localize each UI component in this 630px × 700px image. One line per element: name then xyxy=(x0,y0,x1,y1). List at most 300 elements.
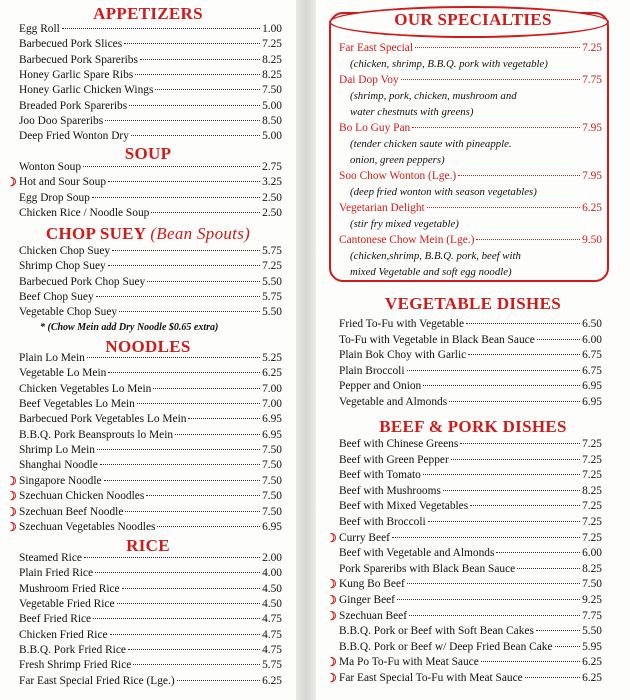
item-name: Szechuan Chicken Noodles xyxy=(19,490,145,503)
item-price: 6.75 xyxy=(582,364,602,377)
item-name: Szechuan Beef Noodle xyxy=(19,505,124,518)
beef-pork-title: BEEF & PORK DISHES xyxy=(379,417,567,436)
beef-pork-item xyxy=(339,562,602,578)
specialties-heading xyxy=(316,10,630,30)
item-name: Egg Drop Soup xyxy=(19,191,90,204)
rice-item xyxy=(19,582,282,598)
specialty-description: (chicken,shrimp, B.B.Q. pork, beef with xyxy=(350,250,521,262)
rice-item xyxy=(19,612,282,628)
item-price: 3.25 xyxy=(262,176,282,189)
dot-leader xyxy=(537,338,580,340)
item-name: B.B.Q. Pork Fried Rice xyxy=(19,644,126,657)
item-price: 4.75 xyxy=(262,644,282,657)
item-name: Bo Lo Guy Pan xyxy=(339,122,411,134)
specialty-item xyxy=(339,233,602,249)
item-price: 8.25 xyxy=(582,484,602,497)
item-name: Barbecued Pork Slices xyxy=(19,38,123,51)
item-name: B.B.Q. Pork Beansprouts lo Mein xyxy=(19,428,174,441)
item-name: Hot and Sour Soup xyxy=(19,176,107,189)
item-price: 5.75 xyxy=(262,245,282,257)
item-price: 2.00 xyxy=(262,552,282,564)
item-price: 7.50 xyxy=(262,474,282,487)
item-price: 7.00 xyxy=(262,398,282,411)
appetizers-item xyxy=(19,68,282,84)
vegetable-item xyxy=(339,348,602,364)
item-name: Beef Vegetables Lo Mein xyxy=(19,398,135,411)
item-price: 7.50 xyxy=(262,444,282,457)
dot-leader xyxy=(140,58,260,60)
dot-leader xyxy=(412,126,580,128)
dot-leader xyxy=(135,73,260,75)
item-price: 6.50 xyxy=(582,318,602,330)
item-price: 6.25 xyxy=(582,656,602,669)
appetizers-item xyxy=(19,114,282,130)
spicy-icon: ☽ xyxy=(326,671,337,685)
specialty-description: water chestnuts with greens) xyxy=(350,106,474,118)
dot-leader xyxy=(525,676,580,678)
appetizers-item xyxy=(19,37,282,53)
item-price: 6.00 xyxy=(582,333,602,346)
beef-pork-item xyxy=(339,593,602,609)
beef-pork-item xyxy=(339,609,602,625)
dot-leader xyxy=(108,180,260,182)
spicy-icon: ☽ xyxy=(326,530,337,545)
beef-pork-item xyxy=(339,499,602,515)
dot-leader xyxy=(175,433,260,435)
item-price: 2.50 xyxy=(262,191,282,204)
item-price: 8.25 xyxy=(262,69,282,82)
appetizers-heading xyxy=(0,4,296,24)
item-price: 4.75 xyxy=(262,628,282,641)
dot-leader xyxy=(155,88,260,90)
dot-leader xyxy=(458,174,580,176)
spicy-icon: ☽ xyxy=(6,175,17,190)
dot-leader xyxy=(147,280,260,282)
item-name: Steamed Rice xyxy=(19,552,82,564)
dot-leader xyxy=(83,165,260,167)
dot-leader xyxy=(451,458,580,460)
item-price: 6.95 xyxy=(262,413,282,426)
beef-pork-item xyxy=(339,655,602,671)
item-price: 7.25 xyxy=(582,516,602,528)
noodles-item xyxy=(19,412,282,428)
item-name: Plain Fried Rice xyxy=(19,567,94,580)
item-name: Barbecued Pork Chop Suey xyxy=(19,275,146,288)
dot-leader xyxy=(157,525,260,527)
vegetable-item xyxy=(339,379,602,395)
item-price: 7.50 xyxy=(262,505,282,518)
soup-item xyxy=(19,206,282,222)
item-name: B.B.Q. Pork or Beef with Soft Bean Cakes xyxy=(339,625,534,638)
soup-item xyxy=(19,160,282,176)
spicy-icon: ☽ xyxy=(6,504,17,519)
vegetable-item xyxy=(339,333,602,349)
dot-leader xyxy=(470,504,580,506)
item-price: 7.50 xyxy=(262,84,282,97)
beef-pork-item xyxy=(339,437,602,453)
item-name: Chicken Rice / Noodle Soup xyxy=(19,207,150,220)
left-column xyxy=(0,0,296,700)
dot-leader xyxy=(92,196,260,198)
item-price: 5.75 xyxy=(262,659,282,672)
beef-pork-item xyxy=(339,531,602,547)
specialty-item xyxy=(339,169,602,185)
item-name: Kung Bo Beef xyxy=(339,578,405,591)
dot-leader xyxy=(124,42,260,44)
dot-leader xyxy=(443,489,580,491)
specialty-item xyxy=(339,201,602,217)
item-name: Fresh Shrimp Fried Rice xyxy=(19,659,132,672)
rice-item xyxy=(19,597,282,613)
item-price: 6.25 xyxy=(582,202,602,214)
dot-leader xyxy=(427,206,580,208)
spicy-icon: ☽ xyxy=(6,519,17,534)
spicy-icon: ☽ xyxy=(326,577,337,592)
item-name: Beef with Green Pepper xyxy=(339,453,449,466)
dot-leader xyxy=(153,387,260,389)
appetizers-item xyxy=(19,22,282,38)
item-price: 5.75 xyxy=(262,291,282,304)
dot-leader xyxy=(93,617,260,619)
item-price: 6.95 xyxy=(262,520,282,533)
item-name: Curry Beef xyxy=(339,531,390,544)
item-price: 6.25 xyxy=(262,674,282,687)
item-price: 5.00 xyxy=(262,130,282,143)
item-price: 8.50 xyxy=(262,115,282,128)
spicy-icon: ☽ xyxy=(326,593,337,607)
item-name: Wonton Soup xyxy=(19,161,82,173)
dot-leader xyxy=(466,322,580,324)
chop-suey-title: CHOP SUEY xyxy=(45,224,146,243)
rice-item xyxy=(19,643,282,659)
item-name: Szechuan Beef xyxy=(339,609,407,622)
item-price: 7.25 xyxy=(582,453,602,466)
item-name: Ginger Beef xyxy=(339,594,395,606)
item-name: Chicken Vegetables Lo Mein xyxy=(19,382,152,395)
dot-leader xyxy=(104,479,260,481)
item-price: 7.25 xyxy=(582,42,602,54)
item-name: Barbecued Pork Vegetables Lo Mein xyxy=(19,413,187,426)
item-price: 7.25 xyxy=(262,260,282,273)
item-name: Beef with Broccoli xyxy=(339,516,426,528)
dot-leader xyxy=(449,400,580,402)
dot-leader xyxy=(84,556,260,558)
item-name: Beef with Mushrooms xyxy=(339,484,441,497)
item-price: 7.50 xyxy=(262,459,282,472)
item-name: Breaded Pork Spareribs xyxy=(19,99,128,112)
dot-leader xyxy=(177,679,260,681)
noodles-item xyxy=(19,351,282,367)
beef-pork-item xyxy=(339,671,602,687)
item-price: 8.25 xyxy=(262,53,282,66)
beef-pork-item xyxy=(339,546,602,562)
item-name: Barbecued Pork Spareribs xyxy=(19,53,138,66)
item-name: Soo Chow Wonton (Lge.) xyxy=(339,170,457,182)
dot-leader xyxy=(468,353,580,355)
dot-leader xyxy=(407,582,580,584)
beef-pork-heading xyxy=(316,417,630,437)
item-name: Deep Fried Wonton Dry xyxy=(19,130,129,143)
item-price: 6.75 xyxy=(582,349,602,362)
beef-pork-item xyxy=(339,577,602,593)
appetizers-item xyxy=(19,83,282,99)
rice-item xyxy=(19,674,282,690)
dot-leader xyxy=(151,211,260,213)
chop-suey-heading xyxy=(0,224,296,244)
dot-leader xyxy=(146,494,260,496)
specialties-title: OUR SPECIALTIES xyxy=(394,10,552,29)
item-price: 2.75 xyxy=(262,161,282,173)
dot-leader xyxy=(423,473,580,475)
dot-leader xyxy=(105,119,260,121)
item-price: 5.50 xyxy=(262,306,282,319)
item-price: 6.00 xyxy=(582,547,602,560)
rice-item xyxy=(19,658,282,674)
dot-leader xyxy=(97,448,260,450)
item-price: 7.50 xyxy=(582,578,602,591)
dot-leader xyxy=(496,551,580,553)
item-price: 5.95 xyxy=(582,640,602,653)
item-name: Chicken Chop Suey xyxy=(19,245,111,257)
dot-leader xyxy=(481,660,580,662)
item-price: 5.00 xyxy=(262,99,282,112)
rice-title: RICE xyxy=(126,536,170,555)
dot-leader xyxy=(125,510,260,512)
item-price: 8.25 xyxy=(582,562,602,575)
rice-item xyxy=(19,566,282,582)
item-name: Cantonese Chow Mein (Lge.) xyxy=(339,234,475,246)
dot-leader xyxy=(96,295,260,297)
item-name: Beef Chop Suey xyxy=(19,291,94,304)
specialty-description: mixed Vegetable and soft egg noodle) xyxy=(350,266,512,278)
item-price: 5.25 xyxy=(262,352,282,364)
spicy-icon: ☽ xyxy=(326,608,337,623)
specialty-description: (shrimp, pork, chicken, mushroom and xyxy=(350,90,517,102)
item-name: Vegetable Fried Rice xyxy=(19,598,115,611)
dot-leader xyxy=(95,571,260,573)
specialty-description: (stir fry mixed vegetable) xyxy=(350,218,459,230)
noodles-item xyxy=(19,489,282,505)
item-name: Pork Spareribs with Black Bean Sauce xyxy=(339,562,516,575)
item-name: Dai Dop Voy xyxy=(339,74,399,86)
noodles-item xyxy=(19,428,282,444)
item-price: 1.00 xyxy=(262,23,282,35)
beef-pork-item xyxy=(339,453,602,469)
appetizers-item xyxy=(19,129,282,145)
dot-leader xyxy=(415,46,580,48)
soup-item xyxy=(19,191,282,207)
vegetable-item xyxy=(339,364,602,380)
rice-item xyxy=(19,551,282,567)
dot-leader xyxy=(129,104,260,106)
item-price: 7.75 xyxy=(582,609,602,622)
soup-item xyxy=(19,175,282,191)
vegetable-item xyxy=(339,395,602,411)
right-column xyxy=(316,0,630,700)
item-name: Honey Garlic Spare Ribs xyxy=(19,69,134,82)
vegetable-heading xyxy=(316,294,630,314)
spicy-icon: ☽ xyxy=(6,489,17,504)
appetizers-item xyxy=(19,99,282,115)
item-name: Beef with Tomato xyxy=(339,469,421,482)
chop-suey-note: * (Chow Mein add Dry Noodle $0.65 extra) xyxy=(40,322,219,333)
item-price: 6.25 xyxy=(262,367,282,380)
item-name: B.B.Q. Pork or Beef w/ Deep Fried Bean Cake xyxy=(339,640,553,653)
item-name: To-Fu with Vegetable in Black Bean Sauce xyxy=(339,333,535,346)
item-name: Vegetable Chop Suey xyxy=(19,306,118,319)
noodles-item xyxy=(19,443,282,459)
beef-pork-item xyxy=(339,624,602,640)
dot-leader xyxy=(131,134,260,136)
dot-leader xyxy=(392,536,580,538)
beef-pork-item xyxy=(339,515,602,531)
item-name: Shrimp Lo Mein xyxy=(19,444,95,457)
appetizers-title: APPETIZERS xyxy=(93,4,203,23)
chop-suey-item xyxy=(19,305,282,321)
dot-leader xyxy=(112,249,260,251)
noodles-item xyxy=(19,520,282,536)
item-name: Honey Garlic Chicken Wings xyxy=(19,84,154,97)
item-price: 4.75 xyxy=(262,613,282,626)
dot-leader xyxy=(476,238,580,240)
specialty-description: onion, green peppers) xyxy=(350,154,445,166)
dot-leader xyxy=(108,371,260,373)
beef-pork-item xyxy=(339,640,602,656)
dot-leader xyxy=(137,402,260,404)
item-name: Shrimp Chop Suey xyxy=(19,260,106,273)
item-name: Vegetarian Delight xyxy=(339,202,425,214)
item-name: Far East Special To-Fu with Meat Sauce xyxy=(339,672,523,684)
specialty-item xyxy=(339,73,602,89)
item-name: Egg Roll xyxy=(19,23,60,35)
item-price: 5.50 xyxy=(262,275,282,288)
item-name: Fried To-Fu with Vegetable xyxy=(339,318,465,330)
chop-suey-item xyxy=(19,244,282,260)
item-price: 6.95 xyxy=(582,396,602,408)
dot-leader xyxy=(407,369,581,371)
chop-suey-subtitle: (Bean Spouts) xyxy=(150,224,251,243)
dot-leader xyxy=(62,27,260,29)
spicy-icon: ☽ xyxy=(326,655,337,670)
item-name: Vegetable and Almonds xyxy=(339,396,448,408)
specialty-description: (tender chicken saute with pineapple. xyxy=(350,138,512,150)
dot-leader xyxy=(555,645,581,647)
noodles-title: NOODLES xyxy=(105,337,191,356)
dot-leader xyxy=(536,629,580,631)
item-price: 6.95 xyxy=(582,380,602,393)
item-name: Plain Bok Choy with Garlic xyxy=(339,349,467,362)
dot-leader xyxy=(397,598,580,600)
dot-leader xyxy=(128,648,260,650)
item-price: 7.95 xyxy=(582,170,602,182)
dot-leader xyxy=(517,567,580,569)
item-price: 6.95 xyxy=(262,428,282,441)
dot-leader xyxy=(401,78,580,80)
beef-pork-item xyxy=(339,484,602,500)
noodles-item xyxy=(19,458,282,474)
dot-leader xyxy=(87,356,260,358)
chop-suey-item xyxy=(19,259,282,275)
item-price: 4.00 xyxy=(262,567,282,580)
item-price: 2.50 xyxy=(262,207,282,220)
item-price: 7.25 xyxy=(582,438,602,450)
dot-leader xyxy=(460,442,580,444)
dot-leader xyxy=(100,463,260,465)
item-name: Beef with Mixed Vegetables xyxy=(339,500,469,513)
dot-leader xyxy=(133,663,260,665)
noodles-item xyxy=(19,382,282,398)
vegetable-item xyxy=(339,317,602,333)
item-price: 9.25 xyxy=(582,594,602,606)
specialty-item xyxy=(339,41,602,57)
item-name: Plain Broccoli xyxy=(339,364,405,377)
item-price: 4.50 xyxy=(262,582,282,595)
item-name: Chicken Fried Rice xyxy=(19,628,108,641)
item-price: 7.25 xyxy=(582,500,602,513)
item-name: Pepper and Onion xyxy=(339,380,422,393)
noodles-item xyxy=(19,505,282,521)
item-name: Mushroom Fried Rice xyxy=(19,582,120,595)
noodles-item xyxy=(19,474,282,490)
chop-suey-item xyxy=(19,275,282,291)
item-name: Plain Lo Mein xyxy=(19,352,85,364)
item-price: 7.95 xyxy=(582,122,602,134)
vegetable-title: VEGETABLE DISHES xyxy=(385,294,561,313)
item-name: Far East Special xyxy=(339,42,414,54)
item-price: 7.25 xyxy=(582,531,602,544)
item-price: 5.50 xyxy=(582,625,602,638)
dot-leader xyxy=(188,417,260,419)
item-price: 7.25 xyxy=(582,469,602,482)
item-price: 4.50 xyxy=(262,598,282,611)
soup-title: SOUP xyxy=(124,144,172,163)
page-fold xyxy=(296,0,316,700)
chop-suey-item xyxy=(19,290,282,306)
noodles-item xyxy=(19,397,282,413)
item-name: Beef with Vegetable and Almonds xyxy=(339,547,495,560)
dot-leader xyxy=(119,310,260,312)
specialty-description: (chicken, shrimp, B.B.Q. pork with vegetable) xyxy=(350,58,548,70)
item-name: Szechuan Vegetables Noodles xyxy=(19,520,156,533)
beef-pork-item xyxy=(339,468,602,484)
dot-leader xyxy=(110,633,260,635)
item-name: Joo Doo Spareribs xyxy=(19,115,104,128)
item-name: Beef with Chinese Greens xyxy=(339,438,459,450)
item-name: Far East Special Fried Rice (Lge.) xyxy=(19,674,175,687)
item-price: 7.75 xyxy=(582,74,602,86)
dot-leader xyxy=(117,602,261,604)
item-name: Singapore Noodle xyxy=(19,474,102,487)
item-name: Shanghai Noodle xyxy=(19,459,98,472)
item-price: 7.00 xyxy=(262,382,282,395)
item-name: Beef Fried Rice xyxy=(19,613,92,626)
item-price: 7.25 xyxy=(262,38,282,51)
item-price: 9.50 xyxy=(582,234,602,246)
dot-leader xyxy=(108,264,260,266)
specialty-item xyxy=(339,121,602,137)
appetizers-item xyxy=(19,53,282,69)
dot-leader xyxy=(423,384,580,386)
item-name: Vegetable Lo Mein xyxy=(19,367,107,380)
dot-leader xyxy=(428,520,580,522)
specialty-description: (deep fried wonton with season vegetables) xyxy=(350,186,537,198)
noodles-item xyxy=(19,366,282,382)
spicy-icon: ☽ xyxy=(6,473,17,488)
item-name: Ma Po To-Fu with Meat Sauce xyxy=(339,656,479,669)
dot-leader xyxy=(409,614,580,616)
rice-item xyxy=(19,628,282,644)
item-price: 7.50 xyxy=(262,490,282,503)
